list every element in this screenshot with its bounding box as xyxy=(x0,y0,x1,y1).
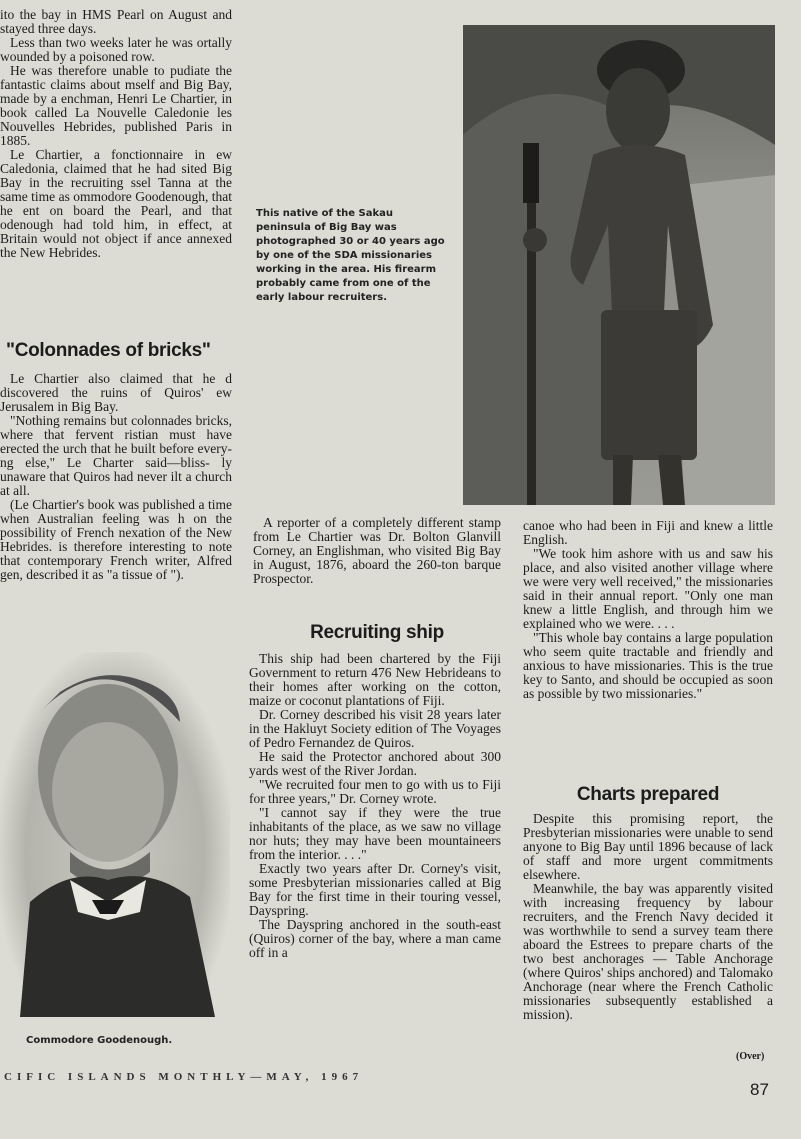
caption-goodenough: Commodore Goodenough. xyxy=(26,1035,173,1046)
paragraph: "We recruited four men to go with us to Fiji for three years," Dr. Corney wrote. xyxy=(249,777,501,806)
paragraph: "We took him ashore with us and saw his place, and also visited another village where we were very well received," the missionaries said in their annual report. "Only one man knew a little English, and through him we explained who we were. . . . xyxy=(523,546,773,631)
page-footer: CIFIC ISLANDS MONTHLY—MAY, 1967 xyxy=(4,1071,364,1083)
middle-column xyxy=(253,516,501,586)
paragraph: Less than two weeks later he was ortally wounded by a poisoned row. xyxy=(0,35,232,64)
caption-native: This native of the Sakau peninsula of Big Bay was photographed 30 or 40 years ago by one of the SDA missionaries working in the area. His firearm probably came from one of the early labour recruiters. xyxy=(256,208,445,303)
paragraph: A reporter of a completely different stamp from Le Chartier was Dr. Bolton Glanvill Corney, an Englishman, who visited Big Bay in August, 1876, aboard the 260-ton barque Prospector. xyxy=(253,515,501,586)
paragraph: (Le Chartier's book was published a time when Australian feeling was h on the possibility of French nexation of the New Hebrides. is therefore interesting to note that contemporary French writer, Alfred gen, described it as "a tissue of "). xyxy=(0,497,232,582)
right-column-2 xyxy=(523,812,773,1022)
paragraph: canoe who had been in Fiji and knew a little English. xyxy=(523,518,773,547)
over-label: (Over) xyxy=(736,1051,765,1062)
paragraph: "This whole bay contains a large population who seem quite tractable and friendly and anxious to have missionaries. This is the true key to Santo, and should be occupied as soon as possible by two missionaries." xyxy=(523,630,773,701)
paragraph: Meanwhile, the bay was apparently visited with increasing frequency by labour recruiters, and the French Navy decided it was worthwhile to send a survey team there aboard the Estrees to prepare charts of the two best anchorages — Table Anchorage (where Quiros' ships anchored) and Talomako Anchorage (near where the French Catholic missionaries subsequently established a mission). xyxy=(523,881,773,1022)
portrait-illustration xyxy=(0,652,230,1017)
paragraph: He said the Protector anchored about 300 yards west of the River Jordan. xyxy=(249,749,501,778)
paragraph: Le Chartier, a fonctionnaire in ew Caledonia, claimed that he had sited Big Bay in the recruiting ssel Tanna at the same time as ommodore Goodenough, that he ent on board the Pearl, and that odenough had told him, in effect, at Britain would not object if ance annexed the New Hebrides. xyxy=(0,147,232,260)
heading-charts: Charts prepared xyxy=(576,784,720,805)
native-figure-illustration xyxy=(463,25,775,505)
middle-column-2 xyxy=(249,652,501,960)
native-photo xyxy=(463,25,775,505)
paragraph: "Nothing remains but colonnades bricks, where that fervent ristian must have erected the urch that he built before every- ng else," Le Charter said—bliss- ly unaware that Quiros had never ilt a church at all. xyxy=(0,413,232,498)
paragraph: ito the bay in HMS Pearl on August and stayed three days. xyxy=(0,7,232,36)
paragraph: Exactly two years after Dr. Corney's visit, some Presbyterian missionaries called at Big Bay for the first time in their touring vessel, Dayspring. xyxy=(249,861,501,918)
heading-colonnades: "Colonnades of bricks" xyxy=(6,340,211,361)
paragraph: Dr. Corney described his visit 28 years later in the Hakluyt Society edition of The Voyages of Pedro Fernandez de Quiros. xyxy=(249,707,501,750)
page-number: 87 xyxy=(750,1080,769,1099)
paragraph: The Dayspring anchored in the south-east (Quiros) corner of the bay, where a man came off in a xyxy=(249,917,501,960)
paragraph: He was therefore unable to pudiate the fantastic claims about mself and Big Bay, made by a enchman, Henri Le Chartier, in book called La Nouvelle Caledonie les Nouvelles Hebrides, published Paris in 1885. xyxy=(0,63,232,148)
paragraph: Despite this promising report, the Presbyterian missionaries were unable to send anyone to Big Bay until 1896 because of lack of staff and more urgent commitments elsewhere. xyxy=(523,811,773,882)
paragraph: Le Chartier also claimed that he d discovered the ruins of Quiros' ew Jerusalem in Big Bay. xyxy=(0,371,232,414)
goodenough-portrait xyxy=(0,652,230,1017)
left-column-2 xyxy=(0,372,232,582)
paragraph: This ship had been chartered by the Fiji Government to return 476 New Hebrideans to their homes after working on the cotton, maize or coconut plantations of Fiji. xyxy=(249,651,501,708)
heading-recruiting: Recruiting ship xyxy=(310,622,444,643)
left-column xyxy=(0,8,232,260)
right-column xyxy=(523,519,773,701)
paragraph: "I cannot say if they were the true inhabitants of the place, as we saw no village nor huts; they may have been mountaineers from the interior. . . ." xyxy=(249,805,501,862)
